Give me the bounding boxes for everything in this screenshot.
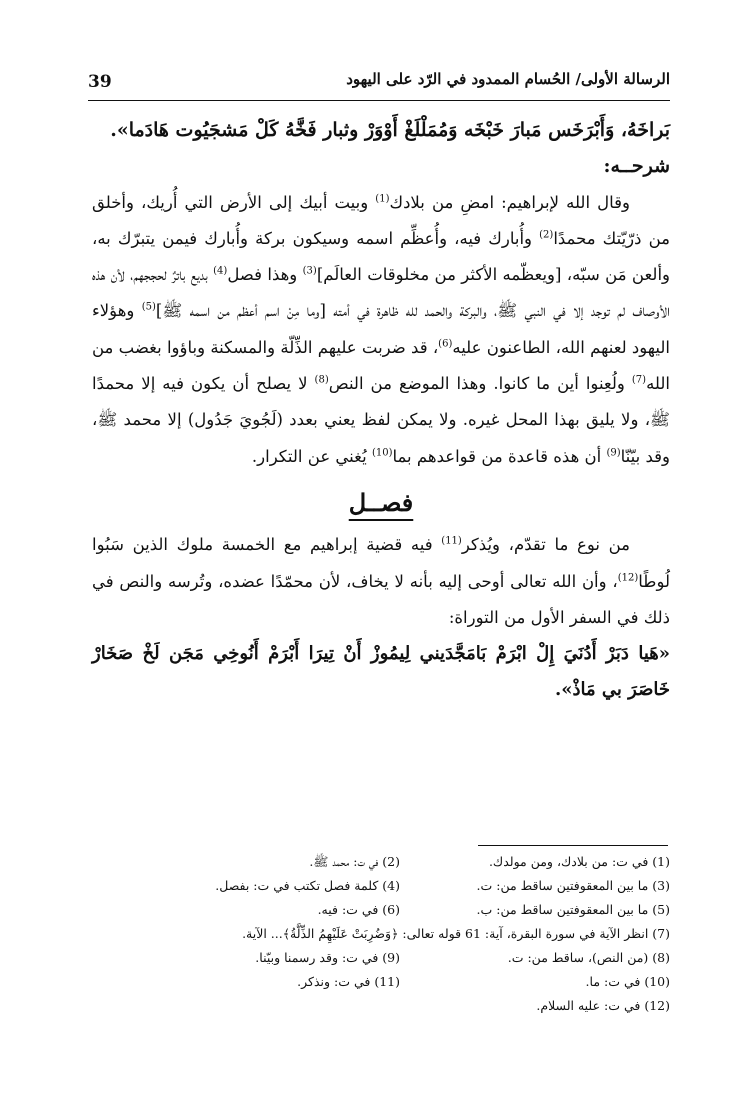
text-run: يُغني عن التكرار. [251, 446, 372, 466]
footnote-divider [478, 845, 668, 846]
footnote: (2) في ت: محمد ﷺ. [309, 854, 400, 869]
footnote-ref: (5) [141, 301, 156, 313]
text-run: لا يصلح أن يكون فيه إلا محمدًا ﷺ، ولا يليق بهذا المحل غيره. ولا يمكن لفظ يعني بعدد (لَجُويَ جَدُول) إلا محمد ﷺ، وقد بيّنّا [92, 374, 670, 466]
section-title: فصــل [348, 487, 414, 517]
text-run: أن هذه قاعدة من قواعدهم بما [392, 446, 607, 466]
footnote-row [150, 898, 670, 922]
sharh-heading: شرحــه: [603, 155, 670, 178]
text-run: من نوع ما تقدّم، ويُذكر [461, 535, 631, 555]
footnote-row [150, 970, 670, 994]
main-text [92, 112, 670, 709]
text-run: ، قد ضربت عليهم الذِّلّة والمسكنة وباؤوا بغضب من الله [92, 337, 670, 394]
text-run: وقال الله لإبراهيم: امضِ من بلادك [389, 192, 630, 212]
footnote: (5) ما بين المعقوفتين ساقط من: ب. [476, 902, 670, 917]
text-run: ولُعِنوا أين ما كانوا. وهذا الموضع من النص [328, 374, 632, 394]
footnote-row: (7) انظر الآية في سورة البقرة، آية: 61 قوله تعالى: ﴿وَضُرِبَتْ عَلَيْهِمُ الذِّلَّةُ﴾... الآية. [242, 926, 670, 941]
footnote-ref: (1) [375, 193, 390, 205]
commentary-paragraph [92, 185, 670, 475]
footnote: (4) كلمة فصل تكتب في ت: بفصل. [215, 878, 400, 893]
torah-quote: «هَيا دَبَرْ أَدُنَيَ إِلْ ابْرَمْ بَامَجَّدَيني لِيمُوزْ أَنْ تِيرَا أَبْرَمْ أَنُوخِي مَجَن لَخْ صَخَارْ خَاصَرَ بي مَاذْ». [92, 643, 670, 701]
page-header [88, 70, 670, 101]
footnote: (11) في ت: ونذكر. [297, 974, 400, 989]
footnote-row [150, 994, 670, 1018]
footnote: (12) في ت: عليه السلام. [536, 998, 670, 1013]
text-run: وبيت أبيك إلى الأرض التي أُريك، وأخلق من ذرّيّتك محمدًا [92, 192, 670, 248]
footnote-row [150, 850, 670, 874]
hebrew-transliteration-quote: بَراخَهُ، وَأَبْرَخَس مَبارَ خَبْخَه وَمُمَلْلَغْ أَوْوَرْ وثبار فَخَّهُ كَلْ مَشجَيُوت هَادَما». [110, 119, 670, 141]
footnotes [150, 850, 670, 1018]
footnote-ref: (8) [314, 374, 329, 386]
page-number: 39 [88, 72, 112, 92]
text-run: بديع باترٌ لحججهم، لأن هذه الأوصاف لم توجد إلا في النبي ﷺ، والبركة والحمد لله ظاهرة في أمته [وما مِنْ اسم أعظم من اسمه ﷺ] [92, 265, 670, 321]
footnote: (6) في ت: فيه. [317, 902, 400, 917]
footnote-ref: (12) [617, 572, 639, 584]
footnote-ref: (2) [539, 229, 554, 241]
footnote-ref: (7) [631, 374, 647, 386]
text-run: فيه قضية إبراهيم مع الخمسة ملوك الذين سَبُوا لُوطًا [92, 535, 670, 591]
footnote-ref: (3) [302, 265, 317, 277]
footnote: (1) في ت: من بلادك، ومن مولدك. [488, 854, 670, 869]
footnote: (3) ما بين المعقوفتين ساقط من: ت. [476, 878, 670, 893]
footnote-ref: (6) [438, 338, 453, 350]
text-run: ، وأن الله تعالى أوحى إليه بأنه لا يخاف، لأن محمّدًا عضده، وتُرسه والنص في ذلك في السفر الأول من التوراة: [92, 571, 670, 627]
footnote-row [150, 946, 670, 970]
footnote: (10) في ت: ما. [585, 974, 670, 989]
footnote-row [150, 874, 670, 898]
footnote-ref: (9) [606, 447, 621, 459]
footnote: (9) في ت: وقد رسمنا وبيّنا. [255, 950, 400, 965]
footnote-ref: (4) [213, 265, 228, 277]
section-paragraph [92, 527, 670, 636]
running-title: الرسالة الأولى/ الحُسام الممدود في الرّد على اليهود [346, 70, 670, 88]
text-run: وهذا فصل [227, 265, 303, 285]
text-run: وهؤلاء اليهود لعنهم الله، الطاعنون عليه [92, 301, 671, 357]
text-run: وأُبارك فيه، وأُعظِّم اسمه وسيكون بركة وأُبارك فيمن يتبرّك به، وألعن مَن سبّه، [ويعظّمه الأكثر من مخلوقات العالَم] [92, 228, 670, 285]
footnote-ref: (11) [441, 535, 462, 547]
footnote-ref: (10) [371, 447, 393, 459]
footnote: (8) (من النص)، ساقط من: ت. [507, 950, 670, 965]
